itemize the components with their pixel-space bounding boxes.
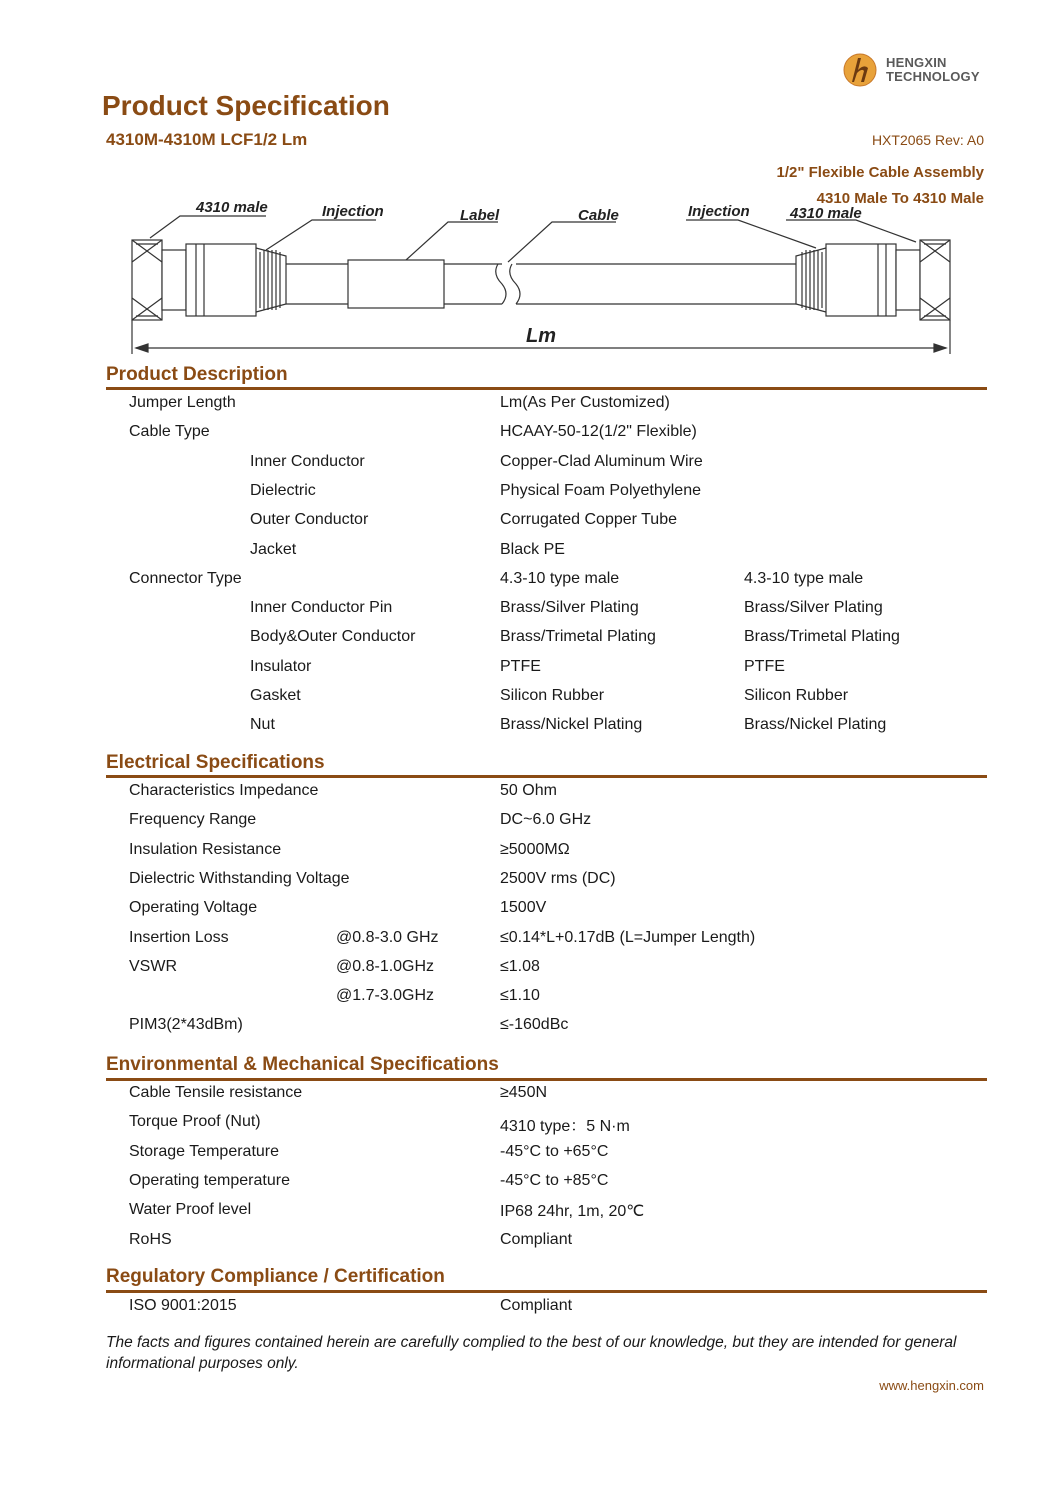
spec-label: Cable Type: [129, 423, 210, 441]
spec-sublabel: Insulator: [250, 657, 312, 675]
spec-value: ≤1.08: [500, 957, 540, 975]
spec-condition: @0.8-1.0GHz: [336, 957, 435, 975]
section-title-regulatory: Regulatory Compliance / Certification: [106, 1266, 445, 1287]
spec-label: Connector Type: [129, 569, 242, 587]
spec-value: Black PE: [500, 540, 565, 558]
left-hex-nut: [132, 240, 162, 320]
spec-label: Characteristics Impedance: [129, 782, 319, 799]
assembly-line-1: 1/2" Flexible Cable Assembly: [776, 164, 984, 181]
spec-condition: @1.7-3.0GHz: [336, 987, 435, 1005]
right-hex-nut: [920, 240, 950, 320]
spec-label: Insulation Resistance: [129, 840, 282, 858]
disclaimer-text: The facts and figures contained herein are carefully complied to the best of our knowledge, but they are intended for general informational purposes only.: [106, 1334, 957, 1372]
left-injection-rings: [256, 248, 286, 312]
spec-value: Brass/Silver Plating: [500, 599, 639, 617]
spec-label: PIM3(2*43dBm): [129, 1016, 243, 1034]
spec-value: 2500V rms (DC): [500, 869, 616, 887]
spec-label: RoHS: [129, 1230, 172, 1248]
spec-value: Brass/Trimetal Plating: [500, 628, 656, 646]
spec-value: ≤1.10: [500, 987, 540, 1005]
spec-label: Insertion Loss: [129, 928, 229, 946]
drawing-label-label: Label: [460, 207, 500, 224]
brand-logo: [842, 52, 992, 88]
spec-label: Storage Temperature: [129, 1142, 280, 1160]
spec-value-2: Brass/Trimetal Plating: [744, 628, 900, 646]
drawing-label-cable: Cable: [578, 207, 619, 224]
spec-sublabel: Nut: [250, 716, 275, 734]
spec-sublabel: Body&Outer Conductor: [250, 628, 416, 646]
spec-condition: @0.8-3.0 GHz: [336, 928, 439, 946]
spec-value-2: Silicon Rubber: [744, 687, 849, 704]
spec-value: Silicon Rubber: [500, 687, 605, 704]
section-title-environmental: Environmental & Mechanical Specifications: [106, 1054, 499, 1075]
spec-value: Compliant: [500, 1297, 573, 1314]
spec-sublabel: Inner Conductor: [250, 452, 365, 470]
spec-label: VSWR: [129, 957, 177, 975]
spec-value: Copper-Clad Aluminum Wire: [500, 452, 703, 470]
left-connector-body: [162, 250, 186, 310]
spec-value: Brass/Nickel Plating: [500, 716, 643, 734]
section-rule: [106, 1078, 987, 1081]
spec-value: Compliant: [500, 1230, 573, 1248]
right-injection-rings: [796, 248, 826, 312]
spec-value: 1500V: [500, 899, 547, 917]
spec-sublabel: Outer Conductor: [250, 511, 369, 529]
page-subtitle: 4310M-4310M LCF1/2 Lm: [106, 130, 308, 149]
brand-line-2: TECHNOLOGY: [886, 69, 980, 84]
section-title-electrical: Electrical Specifications: [106, 752, 325, 773]
cable-assembly-drawing: [126, 192, 966, 362]
drawing-dimension-label: Lm: [526, 325, 556, 347]
page-title: Product Specification: [102, 90, 390, 121]
spec-value: Corrugated Copper Tube: [500, 511, 677, 529]
drawing-label-injection-right: Injection: [688, 203, 750, 220]
spec-value: ≤0.14*L+0.17dB (L=Jumper Length): [500, 928, 756, 946]
brand-line-1: HENGXIN: [886, 55, 947, 70]
drawing-label-left-male: 4310 male: [196, 199, 268, 216]
spec-value: ≥450N: [500, 1084, 548, 1101]
spec-value: 50 Ohm: [500, 782, 557, 799]
spec-value: ≤-160dBc: [500, 1016, 569, 1034]
assembly-line-2: 4310 Male To 4310 Male: [816, 190, 984, 207]
spec-value-2: Brass/Nickel Plating: [744, 716, 887, 734]
spec-label: ISO 9001:2015: [129, 1297, 237, 1314]
section-rule: [106, 1290, 987, 1293]
spec-sublabel: Gasket: [250, 687, 301, 704]
section-rule: [106, 387, 987, 390]
doc-code: HXT2065 Rev: A0: [871, 132, 984, 148]
hengxin-logo-icon: [842, 52, 882, 88]
spec-label: Dielectric Withstanding Voltage: [129, 869, 350, 887]
spec-value: IP68 24hr, 1m, 20℃: [500, 1203, 645, 1221]
spec-sublabel: Dielectric: [250, 481, 316, 499]
spec-value: DC~6.0 GHz: [500, 811, 592, 829]
spec-label: Water Proof level: [129, 1201, 252, 1219]
spec-value: -45°C to +65°C: [500, 1142, 609, 1160]
spec-label: Operating Voltage: [129, 899, 258, 917]
spec-value: ≥5000MΩ: [500, 840, 570, 858]
spec-label: Torque Proof (Nut): [129, 1113, 261, 1131]
spec-value-2: 4.3-10 type male: [744, 569, 864, 587]
website-link[interactable]: www.hengxin.com: [879, 1378, 984, 1393]
spec-value: HCAAY-50-12(1/2" Flexible): [500, 423, 697, 441]
spec-value-2: PTFE: [744, 657, 785, 675]
drawing-label-injection-left: Injection: [322, 203, 384, 220]
section-rule: [106, 775, 987, 778]
spec-value: Physical Foam Polyethylene: [500, 481, 701, 499]
spec-value: PTFE: [500, 657, 541, 675]
spec-value: Lm(As Per Customized): [500, 394, 670, 411]
spec-sublabel: Inner Conductor Pin: [250, 599, 393, 617]
label-sleeve: [348, 260, 444, 308]
spec-value: 4310 type：5 N·m: [500, 1118, 630, 1136]
spec-value: -45°C to +85°C: [500, 1171, 609, 1189]
spec-label: Cable Tensile resistance: [129, 1084, 303, 1101]
drawing-label-right-male: 4310 male: [790, 205, 862, 222]
spec-sublabel: Jacket: [250, 540, 297, 558]
section-title-description: Product Description: [106, 364, 288, 385]
spec-label: Frequency Range: [129, 811, 257, 829]
spec-label: Jumper Length: [129, 394, 236, 411]
spec-value-2: Brass/Silver Plating: [744, 599, 883, 617]
spec-label: Operating temperature: [129, 1171, 290, 1189]
spec-value: 4.3-10 type male: [500, 569, 620, 587]
